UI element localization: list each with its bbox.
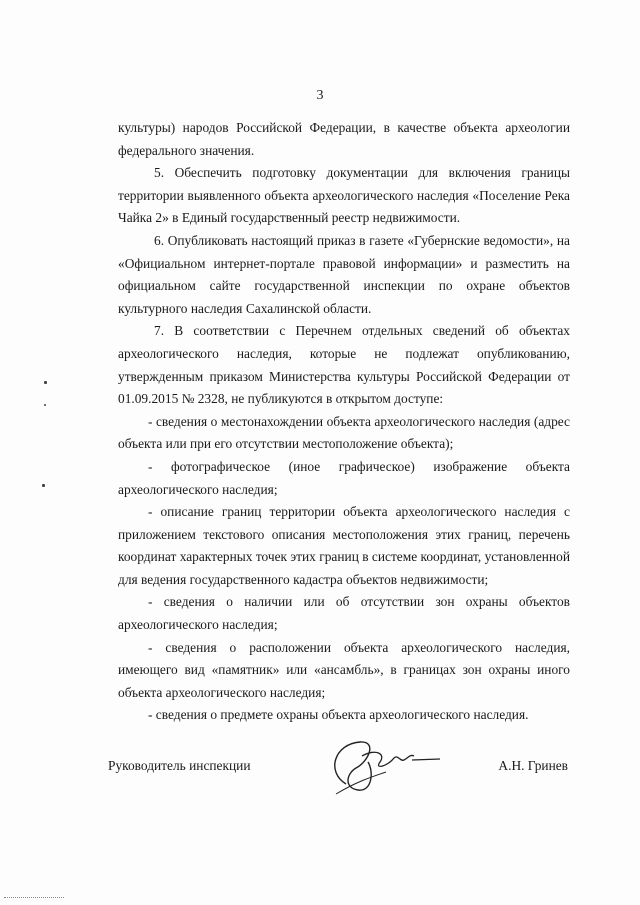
list-item-location: - сведения о местонахождении объекта археологического наследия (адрес объекта или при его отсутствии местоположение объекта);: [118, 413, 570, 452]
margin-speck: [44, 404, 46, 406]
margin-speck: [44, 381, 47, 384]
paragraph-item-7: 7. В соответствии с Перечнем отдельных сведений об объектах археологического наследия, которые не подлежат опубликованию, утвержденным приказом Министерства культуры Российской Федерации от 01.09.2015 № 2328, не публикуются в открытом доступе:: [118, 323, 570, 407]
list-item-protection-subject: - сведения о предмете охраны объекта археологического наследия.: [148, 707, 529, 723]
signatory-name: А.Н. Гринев: [498, 758, 568, 773]
paragraph-item-5: 5. Обеспечить подготовку документации для включения границы территории выявленного объекта археологического наследия «Поселение Река Чайка 2» в Единый государственный реестр недвижимости.: [118, 165, 570, 226]
list-item-protection-zones: - сведения о наличии или об отсутствии зон охраны объектов археологического наследия;: [118, 594, 570, 633]
signatory-title: Руководитель инспекции: [108, 758, 251, 773]
list-item-monument-location: - сведения о расположении объекта археологического наследия, имеющего вид «памятник» или «ансамбль», в границах зон охраны иного объекта археологического наследия;: [118, 639, 570, 700]
page-number: 3: [316, 88, 324, 103]
document-body: [118, 117, 570, 727]
handwritten-signature: [316, 732, 446, 802]
list-item-photo: - фотографическое (иное графическое) изображение объекта археологического наследия;: [118, 458, 570, 497]
scan-artifact: [4, 893, 64, 898]
margin-speck: [42, 484, 45, 487]
paragraph-item-6: 6. Опубликовать настоящий приказ в газете «Губернские ведомости», на «Официальном интернет-портале правовой информации» и разместить на официальном сайте государственной инспекции по охране объектов культурного наследия Сахалинской области.: [118, 232, 570, 316]
signature-block: [108, 752, 568, 812]
paragraph-continuation: культуры) народов Российской Федерации, в качестве объекта археологии федерального значения.: [118, 120, 570, 158]
list-item-boundaries: - описание границ территории объекта археологического наследия с приложением текстового описания местоположения этих границ, перечень координат характерных точек этих границ в системе координат, установленной для ведения государственного кадастра объектов недвижимости;: [118, 504, 570, 587]
